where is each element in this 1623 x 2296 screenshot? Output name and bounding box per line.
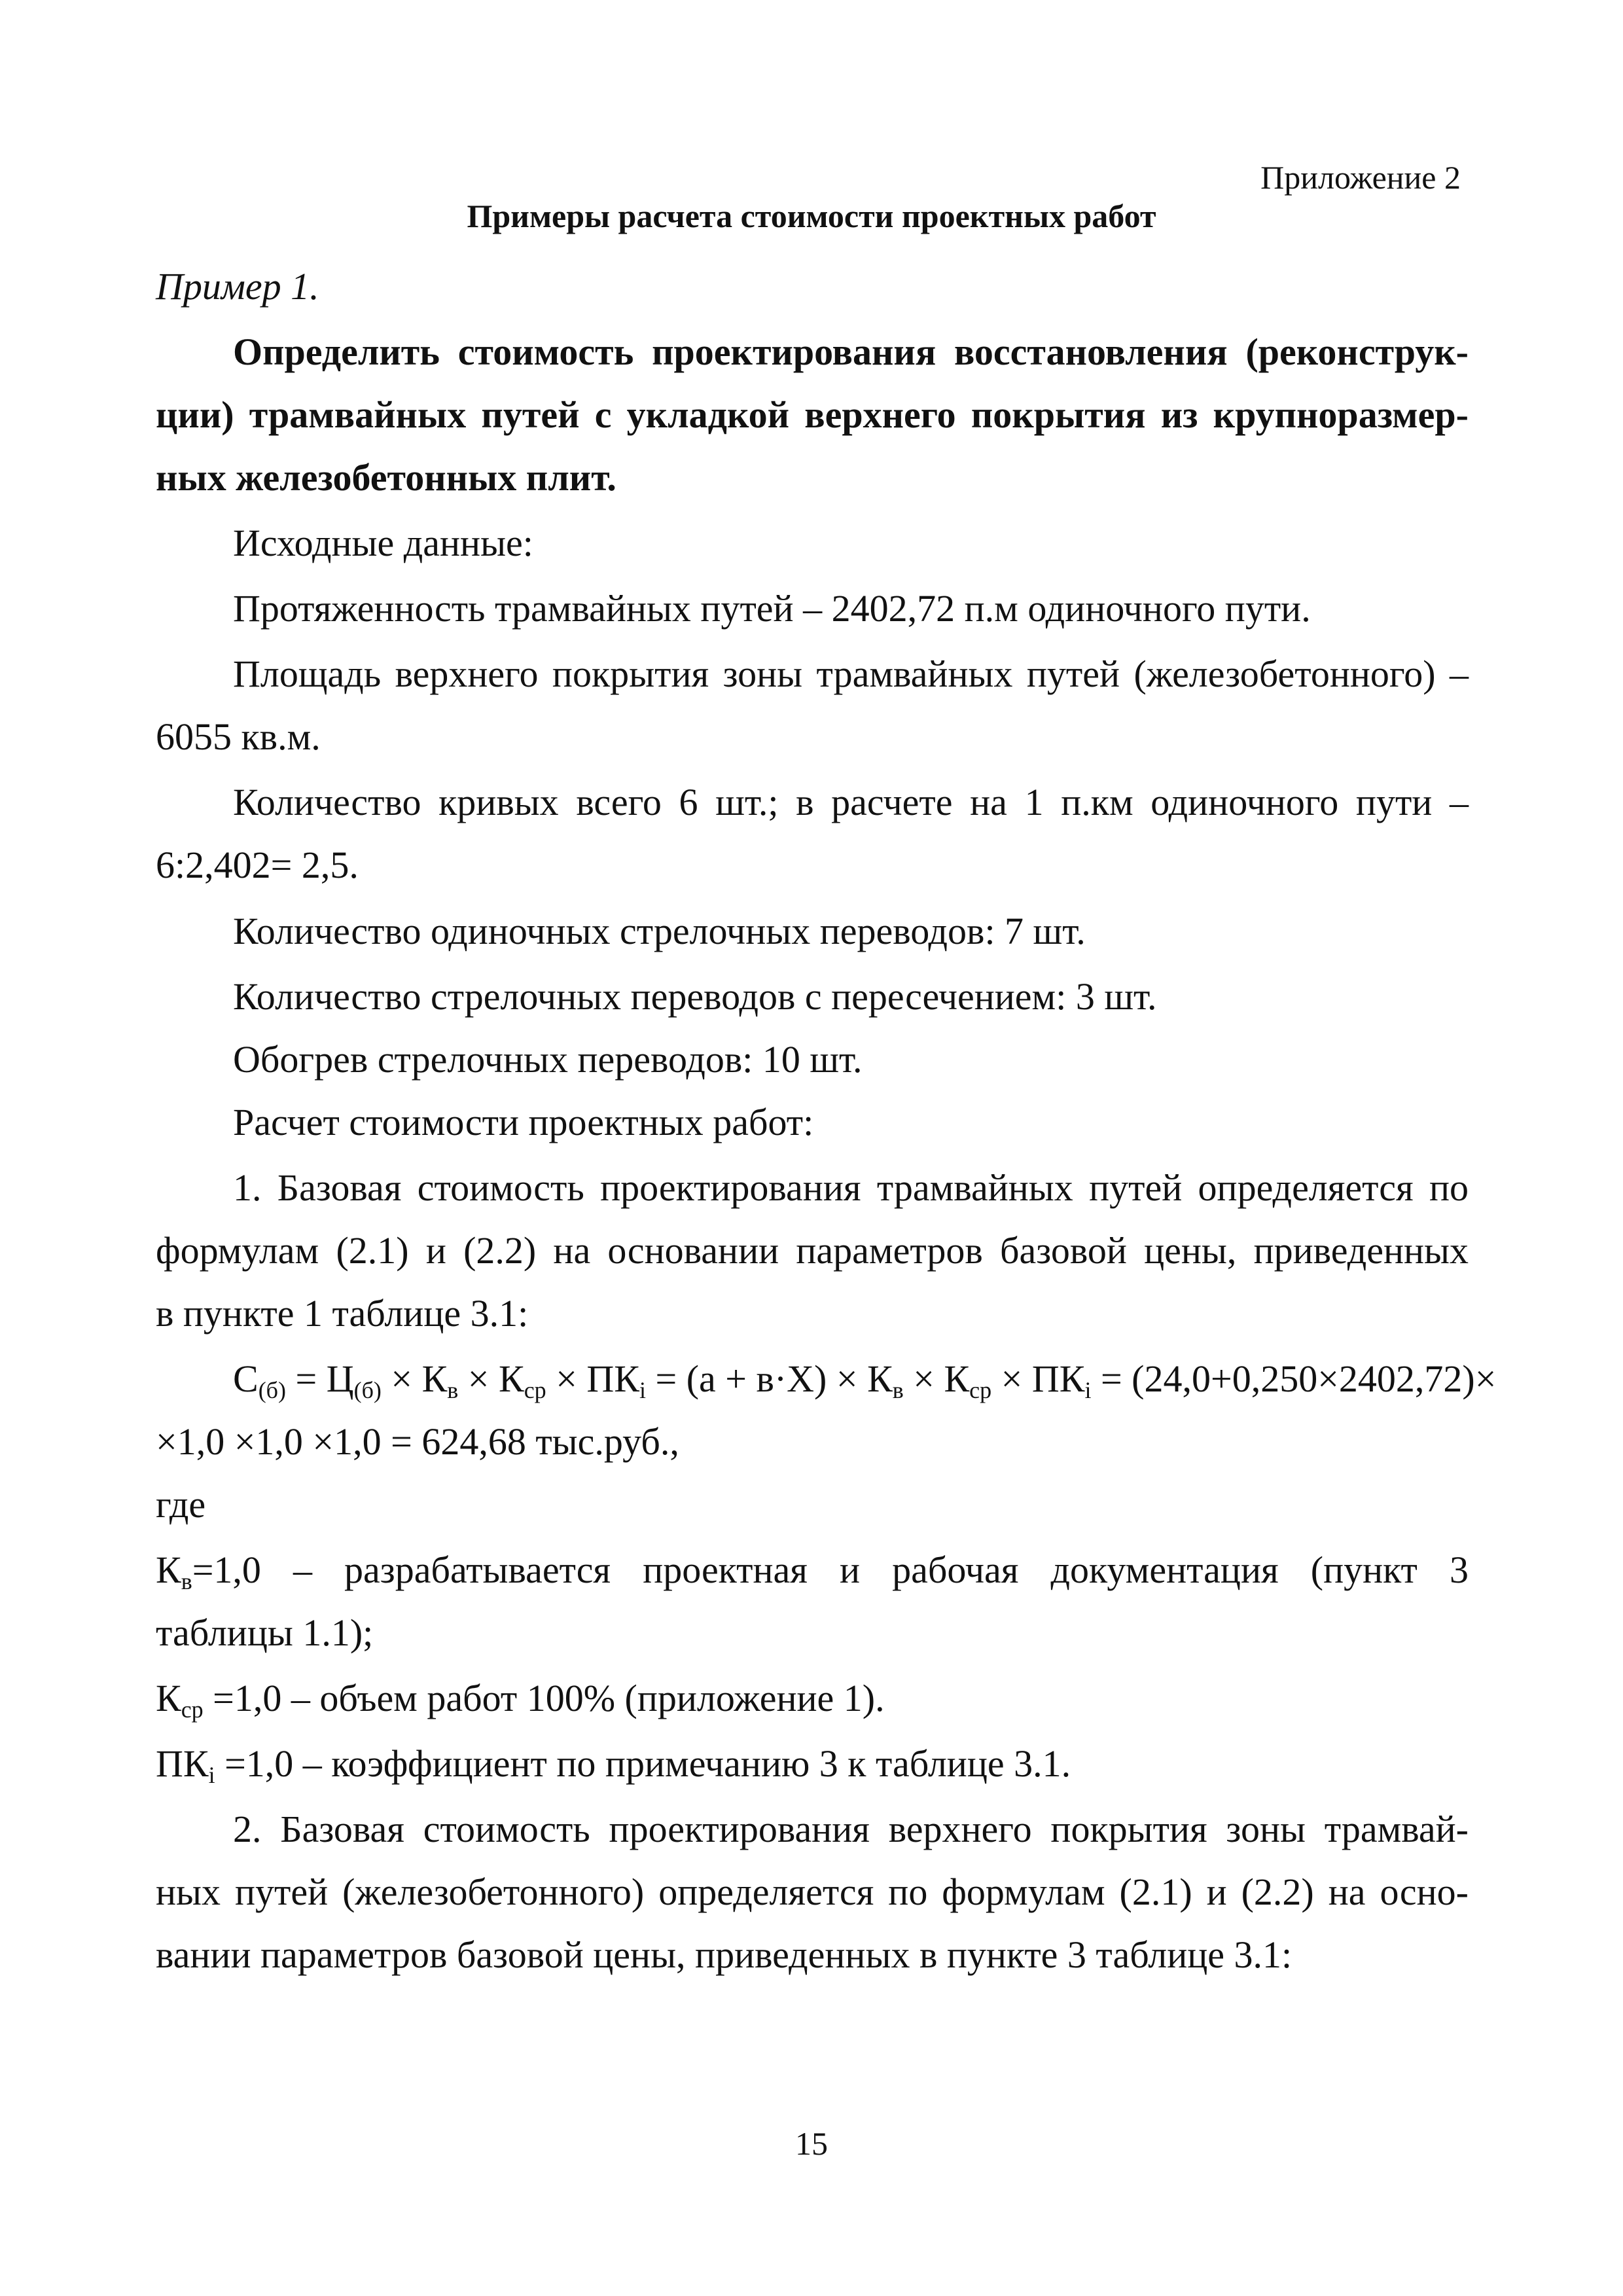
input-heading: Исходные данные: — [233, 522, 533, 564]
where-label: где — [156, 1483, 206, 1526]
appendix-label: Приложение 2 — [1260, 159, 1461, 196]
kv-definition-line-2: таблицы 1.1); — [156, 1611, 374, 1654]
pk-definition: $ПК_i =1,0$ – коэффициент по примечанию 3 к таблице 3.1. — [156, 1742, 1071, 1788]
calc-item1-line-2: формулам (2.1) и (2.2) на основании параметров базовой цены, приведенных — [156, 1229, 1469, 1272]
input-length: Протяженность трамвайных путей – 2402,72 п.м одиночного пути. — [233, 587, 1311, 630]
input-switches: Количество одиночных стрелочных переводов: 7 шт. — [233, 910, 1086, 952]
calc-heading: Расчет стоимости проектных работ: — [233, 1101, 814, 1143]
calc-item2-line-2: ных путей (железобетонного) определяется по формулам (2.1) и (2.2) на осно- — [156, 1871, 1469, 1913]
calc-item1-line-1: 1. Базовая стоимость проектирования трамвайных путей определяется по — [233, 1166, 1469, 1209]
calc-item2-line-3: вании параметров базовой цены, приведенных в пункте 3 таблице 3.1: — [156, 1933, 1293, 1976]
input-area-line-1: Площадь верхнего покрытия зоны трамвайных путей (железобетонного) – — [233, 653, 1469, 695]
calc-item1-line-3: в пункте 1 таблице 3.1: — [156, 1292, 529, 1335]
input-curves-line-1: Количество кривых всего 6 шт.; в расчете на 1 п.км одиночного пути – — [233, 781, 1469, 823]
formula-line-2: ×1,0 ×1,0 ×1,0 = 624,68 тыс.руб., — [156, 1420, 679, 1463]
task-line-3: ных железобетонных плит. — [156, 456, 616, 499]
input-heating: Обогрев стрелочных переводов: 10 шт. — [233, 1038, 863, 1081]
input-curves-line-2: 6:2,402= 2,5. — [156, 844, 359, 886]
kv-definition-line-1: $К_в=1,0$ – разрабатывается проектная и рабочая документация (пункт 3 — [156, 1549, 1469, 1594]
ksr-definition: $К_{ср} =1,0$ – объем работ 100% (приложение 1). — [156, 1677, 885, 1723]
page-title: Примеры расчета стоимости проектных работ — [467, 198, 1156, 234]
task-line-1: Определить стоимость проектирования восстановления (реконструк- — [233, 331, 1469, 373]
formula-line-1: $С_{(б)} = Ц_{(б)} \times К_в \times К_{ср} \times ПК_i = (а + в\cdot Х) \times К_в \times К_{ср} \times ПК_i = (24,0+0,250\times 2402,72)\times$ — [233, 1357, 1497, 1403]
page-number: 15 — [795, 2125, 828, 2162]
calc-item2-line-1: 2. Базовая стоимость проектирования верхнего покрытия зоны трамвай- — [233, 1808, 1469, 1850]
task-line-2: ции) трамвайных путей с укладкой верхнего покрытия из крупноразмер- — [156, 393, 1469, 436]
input-crossings: Количество стрелочных переводов с пересечением: 3 шт. — [233, 975, 1157, 1018]
input-area-line-2: 6055 кв.м. — [156, 715, 321, 758]
example-label: Пример 1. — [156, 265, 319, 308]
